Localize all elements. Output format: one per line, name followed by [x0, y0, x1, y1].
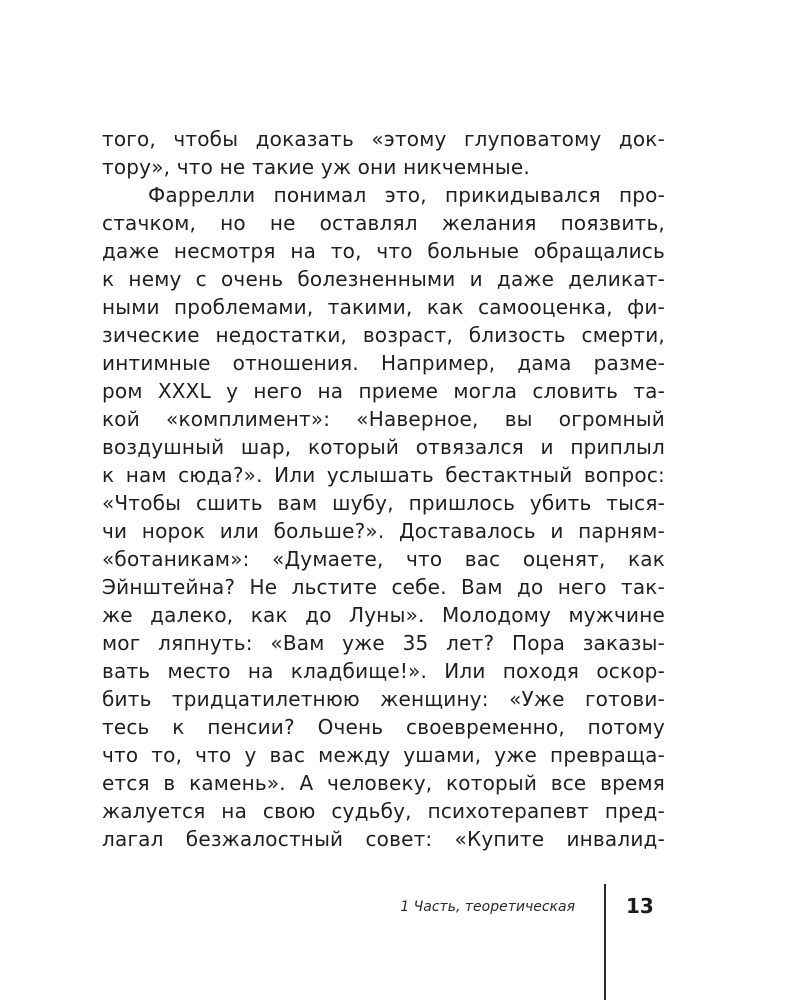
text-line: вать место на кладбище!». Или походя оскор-	[102, 659, 665, 683]
text-line: тору», что не такие уж они никчемные.	[102, 155, 530, 179]
text-line: стачком, но не оставлял желания поязвить,	[102, 211, 665, 235]
footer-divider	[604, 884, 606, 1000]
text-line: чи норок или больше?». Доставалось и парням-	[102, 519, 665, 543]
text-line: воздушный шар, который отвязался и приплыл	[102, 435, 665, 459]
text-line: к нему с очень болезненными и даже деликат-	[102, 267, 665, 291]
text-line: «Чтобы сшить вам шубу, пришлось убить тыся-	[102, 491, 665, 515]
text-line: кой «комплимент»: «Наверное, вы огромный	[102, 407, 665, 431]
text-line: жалуется на свою судьбу, психотерапевт пред-	[102, 799, 665, 823]
body-text	[102, 125, 665, 853]
text-line: тесь к пенсии? Очень своевременно, потому	[102, 715, 665, 739]
text-line: того, чтобы доказать «этому глуповатому док-	[102, 127, 665, 151]
text-line: же далеко, как до Луны». Молодому мужчине	[102, 603, 665, 627]
text-line: бить тридцатилетнюю женщину: «Уже готови-	[102, 687, 665, 711]
text-line: ными проблемами, такими, как самооценка, фи-	[102, 295, 665, 319]
text-line: Фаррелли понимал это, прикидывался про-	[148, 183, 665, 207]
text-line: ется в камень». А человеку, который все время	[102, 771, 665, 795]
text-line: мог ляпнуть: «Вам уже 35 лет? Пора заказы-	[102, 631, 665, 655]
text-line: что то, что у вас между ушами, уже превраща-	[102, 743, 665, 767]
running-head: 1 Часть, теоретическая	[400, 899, 575, 915]
text-line: даже несмотря на то, что больные обращались	[102, 239, 665, 263]
text-line: интимные отношения. Например, дама размe-	[102, 351, 665, 375]
text-line: «ботаникам»: «Думаете, что вас оценят, как	[102, 547, 665, 571]
text-line: к нам сюда?». Или услышать бестактный вопрос:	[102, 463, 665, 487]
text-line: зические недостатки, возраст, близость смерти,	[102, 323, 665, 347]
text-line: лагал безжалостный совет: «Купите инвалид-	[102, 827, 665, 851]
page-number: 13	[626, 894, 654, 918]
text-line: Эйнштейна? Не льстите себе. Вам до него так-	[102, 575, 665, 599]
text-line: ром XXXL у него на приеме могла словить та-	[102, 379, 665, 403]
